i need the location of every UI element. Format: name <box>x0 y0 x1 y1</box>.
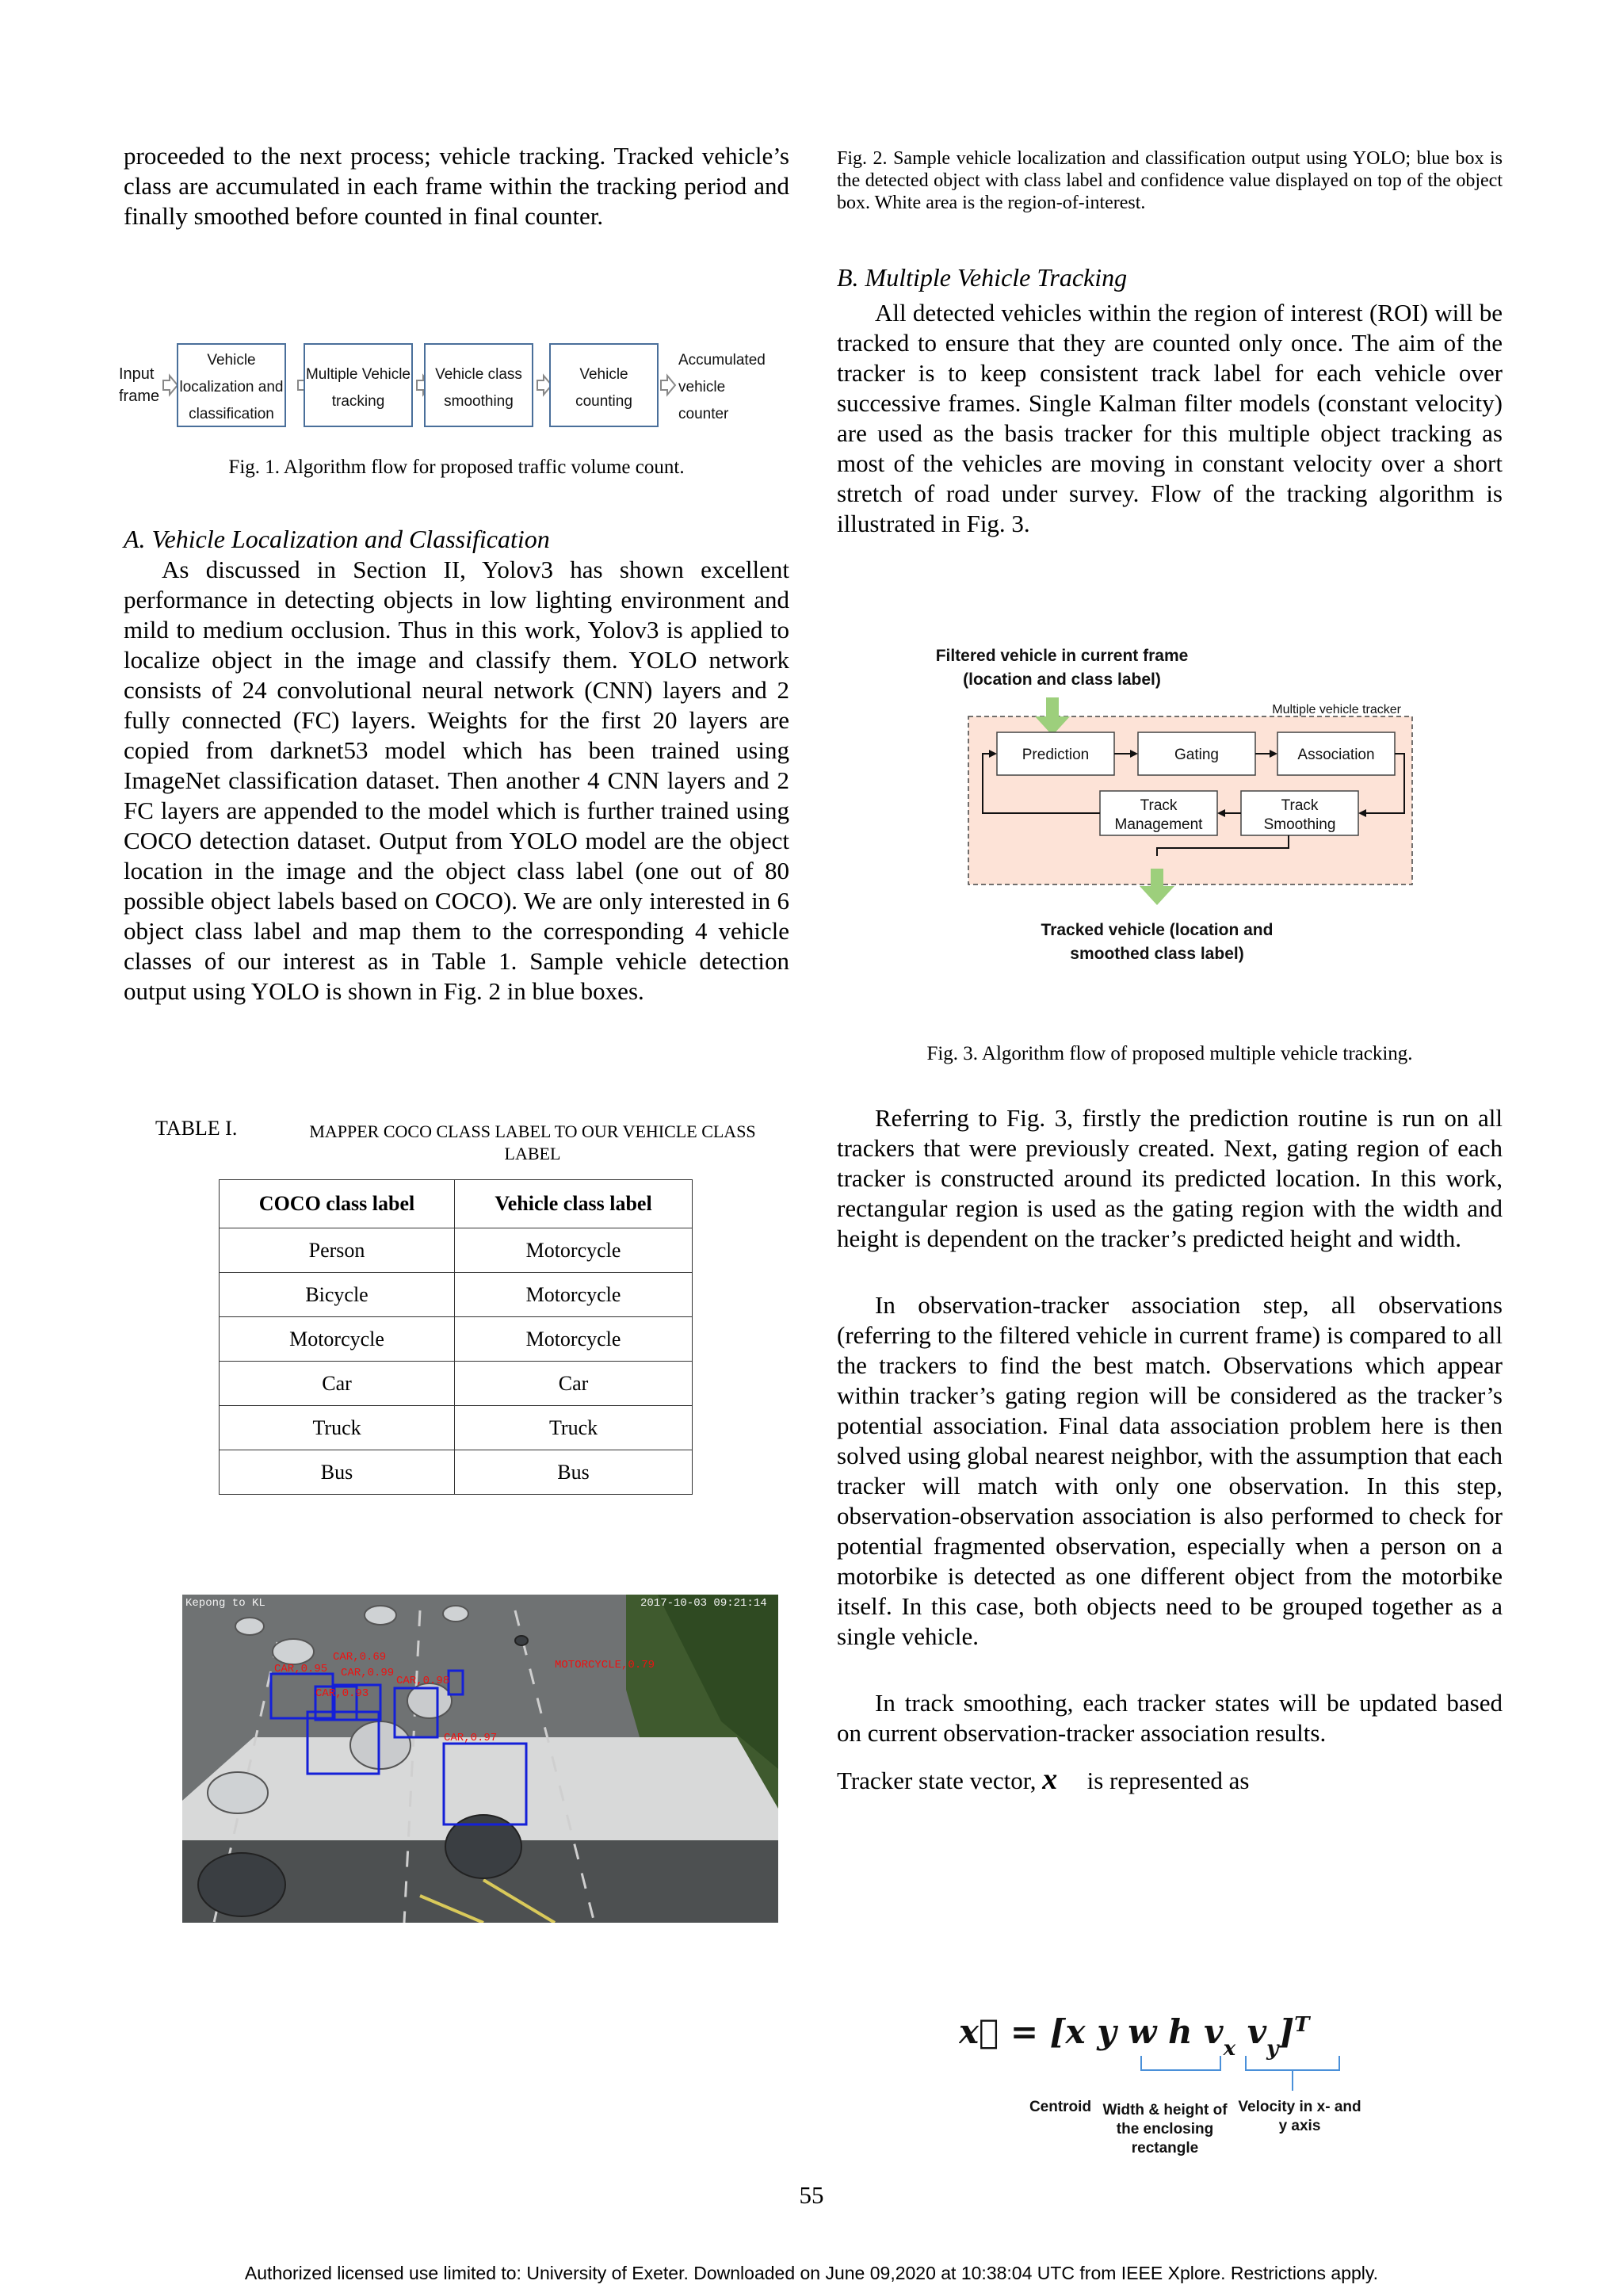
formula-wh-line3: rectangle <box>1131 2140 1199 2157</box>
formula-velocity-line1: Velocity in x- and <box>1238 2099 1361 2115</box>
detection-label: CAR,0.97 <box>444 1732 498 1744</box>
figure-3-caption: Fig. 3. Algorithm flow of proposed multiple vehicle tracking. <box>926 1043 1413 1064</box>
formula-wh-line2: the enclosing <box>1116 2121 1214 2137</box>
fig1-box2-line1: Multiple Vehicle <box>305 366 411 383</box>
table-cell: Motorcycle <box>455 1317 693 1362</box>
table-cell: Truck <box>455 1406 693 1450</box>
state-vector-line <box>837 1764 1503 1796</box>
figure-3-tracker-diagram <box>919 634 1426 1046</box>
formula-wh-line1: Width & height of <box>1102 2102 1228 2118</box>
state-vector-formula <box>959 1997 1403 2179</box>
fig1-output-line1: Accumulated <box>678 352 766 369</box>
prediction-label: Prediction <box>1022 747 1090 763</box>
photo-overlay-timestamp: 2017-10-03 09:21:14 <box>640 1597 767 1610</box>
gating-label: Gating <box>1174 747 1219 763</box>
state-vector-symbol: x⃗ <box>1042 1763 1081 1796</box>
fig1-input-line1: Input <box>119 365 155 383</box>
fig1-arrow-1 <box>163 376 178 395</box>
right-lower-text <box>837 1103 1503 1796</box>
fig1-box-counting <box>550 344 658 426</box>
intro-paragraph: proceeded to the next process; vehicle tracking. Tracked vehicle’s class are accumulated in each frame within the tracking period and finally smoothed before counted in final counter. <box>124 142 789 230</box>
section-b-title: B. Multiple Vehicle Tracking <box>837 263 1128 292</box>
section-a <box>124 523 789 1007</box>
fig3-output-line2: smoothed class label) <box>1070 945 1244 963</box>
fig1-output-line3: counter <box>678 406 729 422</box>
table-row <box>220 1406 693 1450</box>
figure-2-detection-photo <box>182 1595 778 1923</box>
detection-label: CAR,0.95 <box>274 1663 328 1675</box>
fig1-box1-line2: localization and <box>179 379 284 395</box>
section-b <box>837 262 1503 539</box>
photo-overlay-location: Kepong to KL <box>185 1597 265 1610</box>
table-row <box>220 1273 693 1317</box>
table-header-row <box>220 1180 693 1228</box>
fig1-box2-line2: tracking <box>331 393 385 410</box>
table-caption: MAPPER COCO CLASS LABEL TO OUR VEHICLE CLASS LABEL <box>309 1121 756 1163</box>
table-row <box>220 1450 693 1495</box>
track-smoothing-line2: Smoothing <box>1263 816 1336 833</box>
state-vector-text-2: is represented as <box>1086 1767 1250 1794</box>
section-b-paragraph: All detected vehicles within the region of interest (ROI) will be tracked to ensure that they are counted only once. The aim of the tracker is to keep consistent track label for each vehicle over successive frames. Single Kalman filter models (constant velocity) are used as the basis tracker for this multiple object tracking as most of the vehicles are moving in constant velocity over a short stretch of road under survey. Flow of the tracking algorithm is illustrated in Fig. 3. <box>837 299 1503 537</box>
track-management-line2: Management <box>1114 816 1203 833</box>
track-smoothing-line1: Track <box>1281 797 1319 814</box>
state-vector-text-1: Tracker state vector, <box>837 1767 1043 1794</box>
table-cell: Car <box>455 1362 693 1406</box>
fig1-box-smoothing <box>425 344 533 426</box>
table-cell: Car <box>220 1362 455 1406</box>
svg-text:x⃗ = [x y w h vx vy]T: x⃗ = [x y w h $v_x$ $v_y]^T$ <box>959 2012 1310 2061</box>
section-a-title: A. Vehicle Localization and Classification <box>124 525 550 553</box>
fig1-box3-line1: Vehicle class <box>435 366 522 383</box>
table-cell: Motorcycle <box>220 1317 455 1362</box>
fig1-box-tracking <box>304 344 412 426</box>
detection-label: MOTORCYCLE,0.79 <box>555 1659 655 1671</box>
table-cell: Bicycle <box>220 1273 455 1317</box>
fig3-output-line1: Tracked vehicle (location and <box>1041 921 1274 939</box>
class-mapping-table <box>219 1179 693 1495</box>
fig1-input-line2: frame <box>119 388 160 405</box>
fig1-box4-line1: Vehicle <box>579 366 628 383</box>
figure-2-caption: Fig. 2. Sample vehicle localization and classification output using YOLO; blue box is the detected object with class label and confidence value displayed on top of the object box. White area is the region-of-interest. <box>837 148 1503 213</box>
table-header-vehicle: Vehicle class label <box>455 1180 693 1228</box>
association-paragraph: In observation-tracker association step, all observations (referring to the filtered vehicle in current frame) is compared to all the trackers to find the best match. Observations which appear within tracker’s gating region will be considered as the tracker’s potential association. Final data association problem here is then solved using global nearest neighbor, with the assumption that each tracker will match with only one observation. In this step, observation-observation association is also performed to check for potential fragmented observation, especially when a person on a motorbike is detected as one different object from the motorbike itself. In this case, both objects need to be grouped together as a single vehicle. <box>837 1291 1503 1650</box>
table-cell: Motorcycle <box>455 1228 693 1273</box>
table-header-coco: COCO class label <box>220 1180 455 1228</box>
table-cell: Truck <box>220 1406 455 1450</box>
fig1-box4-line2: counting <box>575 393 632 410</box>
table-cell: Motorcycle <box>455 1273 693 1317</box>
table-row <box>220 1317 693 1362</box>
detection-label: CAR,0.98 <box>396 1675 450 1687</box>
table-row <box>220 1362 693 1406</box>
table-number: TABLE I. <box>155 1117 238 1140</box>
fig1-box1-line3: classification <box>189 406 274 422</box>
ieee-footer: Authorized licensed use limited to: University of Exeter. Downloaded on June 09,2020 at 10:38:04 UTC from IEEE Xplore. Restrictions apply. <box>244 2263 1379 2283</box>
detection-label: CAR,0.93 <box>315 1687 369 1700</box>
page-number: 55 <box>799 2181 824 2209</box>
table-cell: Bus <box>455 1450 693 1495</box>
section-a-paragraph: As discussed in Section II, Yolov3 has shown excellent performance in detecting objects in low lighting environment and mild to medium occlusion. Thus in this work, Yolov3 is applied to localize object in the image and classify them. YOLO network consists of 24 convolutional neural network (CNN) layers and 2 fully connected (FC) layers. Weights for the first 20 layers are copied from darknet53 model which has been trained using ImageNet classification dataset. Then another 4 CNN layers and 2 FC layers are appended to the model which is further trained using COCO detection dataset. Output from YOLO model are the object location in the image and the object class label (one out of 80 possible object labels based on COCO). We are only interested in 6 object class label and map them to the corresponding 4 vehicle classes of our interest as in Table 1. Sample vehicle detection output using YOLO is shown in Fig. 2 in blue boxes. <box>124 556 789 1005</box>
table-cell: Person <box>220 1228 455 1273</box>
figure-1-caption: Fig. 1. Algorithm flow for proposed traffic volume count. <box>228 457 685 478</box>
formula-velocity-line2: y axis <box>1278 2118 1321 2134</box>
detection-label: CAR,0.69 <box>333 1651 387 1664</box>
fig1-box1-line1: Vehicle <box>207 352 256 369</box>
prediction-paragraph: Referring to Fig. 3, firstly the prediction routine is run on all trackers that were previously created. Next, gating region of each tracker is constructed around its predicted location. In this work, rectangular region is used as the gating region with the width and height is dependent on the tracker’s predicted height and width. <box>837 1104 1503 1252</box>
association-label: Association <box>1297 747 1375 763</box>
left-column <box>124 141 789 231</box>
fig1-box3-line2: smoothing <box>444 393 514 410</box>
formula-centroid-label: Centroid <box>1029 2099 1092 2115</box>
fig3-input-line2: (location and class label) <box>963 670 1161 689</box>
fig1-arrow-5 <box>661 376 675 395</box>
track-management-line1: Track <box>1140 797 1178 814</box>
fig1-output-line2: vehicle <box>678 379 726 395</box>
fig3-input-line1: Filtered vehicle in current frame <box>935 647 1189 665</box>
table-row <box>220 1228 693 1273</box>
smoothing-paragraph: In track smoothing, each tracker states will be updated based on current observation-tracker association results. <box>837 1689 1503 1747</box>
figure-1-flow <box>117 341 767 430</box>
table-cell: Bus <box>220 1450 455 1495</box>
detection-label: CAR,0.99 <box>341 1667 395 1679</box>
tracker-container-label: Multiple vehicle tracker <box>1272 703 1401 716</box>
